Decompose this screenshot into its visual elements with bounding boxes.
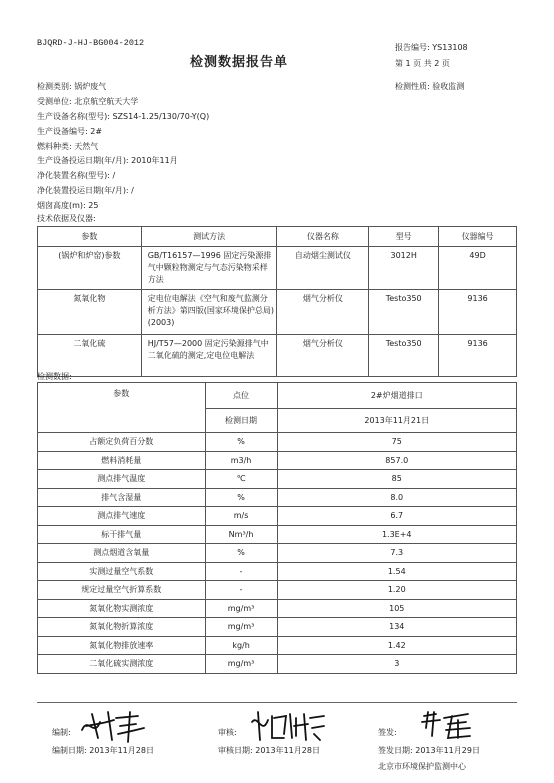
instrument-id-cell: 49D <box>439 247 517 290</box>
report-number: 报告编号: YS13108 <box>395 43 468 52</box>
compiler-label: 编制: <box>52 728 71 737</box>
footer-divider <box>37 702 517 703</box>
param-cell: 标干排气量 <box>38 525 206 544</box>
param-cell: 排气含湿量 <box>38 488 206 507</box>
method-cell: GB/T16157—1996 固定污染源排气中颗粒物测定与气态污染物采样方法 <box>141 247 277 290</box>
method-cell: HJ/T57—2000 固定污染源排气中二氧化硫的测定,定电位电解法 <box>141 335 277 377</box>
param-cell: 氮氧化物 <box>38 290 142 335</box>
param-cell: 测点排气温度 <box>38 470 206 489</box>
data-label: 检测数据: <box>37 372 72 381</box>
point-row <box>38 383 517 409</box>
value-cell: 134 <box>277 618 517 637</box>
value-cell: 3 <box>277 655 517 674</box>
model-cell: Testo350 <box>369 290 439 335</box>
header-model: 型号 <box>369 227 439 247</box>
value-cell: 1.54 <box>277 562 517 581</box>
table-row <box>38 335 517 377</box>
purifier-model: 净化装置名称(型号): / <box>37 171 116 180</box>
param-cell: 测点排气速度 <box>38 507 206 526</box>
header-method: 测试方法 <box>141 227 277 247</box>
value-cell: 1.42 <box>277 636 517 655</box>
issuer-label: 签发: <box>378 728 397 737</box>
unit-cell: % <box>205 544 277 563</box>
table-row <box>38 544 517 563</box>
point-label: 点位 <box>205 383 277 409</box>
document-code: BJQRD-J-HJ-BG004-2012 <box>37 38 145 48</box>
instrument-cell: 自动烟尘测试仪 <box>277 247 369 290</box>
param-header: 参数 <box>38 383 206 433</box>
purifier-date: 净化装置投运日期(年/月): / <box>37 186 134 195</box>
unit-cell: Nm³/h <box>205 525 277 544</box>
page-info: 第 1 页 共 2 页 <box>395 59 450 68</box>
unit-cell: - <box>205 562 277 581</box>
table-row <box>38 562 517 581</box>
data-table <box>37 382 517 674</box>
unit-cell: % <box>205 488 277 507</box>
value-cell: 8.0 <box>277 488 517 507</box>
table-row <box>38 618 517 637</box>
table-row <box>38 247 517 290</box>
method-cell: 定电位电解法《空气和废气监测分析方法》第四版(国家环境保护总局)(2003) <box>141 290 277 335</box>
table-row <box>38 525 517 544</box>
model-cell: Testo350 <box>369 335 439 377</box>
param-cell: 燃料消耗量 <box>38 451 206 470</box>
unit-cell: mg/m³ <box>205 618 277 637</box>
table-row <box>38 507 517 526</box>
param-cell: 氮氧化物折算浓度 <box>38 618 206 637</box>
compiler-signature-image <box>78 708 148 744</box>
issue-date: 签发日期: 2013年11月29日 <box>378 746 480 755</box>
param-cell: (锅炉和炉窑)参数 <box>38 247 142 290</box>
value-cell: 857.0 <box>277 451 517 470</box>
client-unit: 受测单位: 北京航空航天大学 <box>37 97 139 106</box>
table-row <box>38 488 517 507</box>
table-row <box>38 655 517 674</box>
header-instrument: 仪器名称 <box>277 227 369 247</box>
reviewer-label: 审核: <box>218 728 237 737</box>
point-value: 2#炉烟道排口 <box>277 383 517 409</box>
issuer-signature-image <box>418 708 478 744</box>
issuing-organization: 北京市环境保护监测中心 <box>378 762 466 771</box>
value-cell: 6.7 <box>277 507 517 526</box>
unit-cell: mg/m³ <box>205 599 277 618</box>
equipment-id: 生产设备编号: 2# <box>37 127 103 136</box>
model-cell: 3012H <box>369 247 439 290</box>
value-cell: 7.3 <box>277 544 517 563</box>
param-cell: 氮氧化物实测浓度 <box>38 599 206 618</box>
table-row <box>38 599 517 618</box>
review-date: 审核日期: 2013年11月28日 <box>218 746 320 755</box>
stack-height: 烟囱高度(m): 25 <box>37 201 99 210</box>
param-cell: 规定过量空气折算系数 <box>38 581 206 600</box>
table-row <box>38 581 517 600</box>
fuel-type: 燃料种类: 天然气 <box>37 142 99 151</box>
value-cell: 1.20 <box>277 581 517 600</box>
table-row <box>38 636 517 655</box>
instrument-cell: 烟气分析仪 <box>277 290 369 335</box>
commission-date: 生产设备投运日期(年/月): 2010年11月 <box>37 156 178 165</box>
date-value: 2013年11月21日 <box>277 409 517 433</box>
test-category: 检测类别: 锅炉废气 <box>37 82 107 91</box>
param-cell: 二氧化硫实测浓度 <box>38 655 206 674</box>
report-title: 检测数据报告单 <box>190 55 289 70</box>
table-row <box>38 470 517 489</box>
test-nature: 检测性质: 验收监测 <box>395 82 465 91</box>
param-cell: 实测过量空气系数 <box>38 562 206 581</box>
value-cell: 85 <box>277 470 517 489</box>
basis-label: 技术依据及仪器: <box>37 214 96 223</box>
unit-cell: ℃ <box>205 470 277 489</box>
unit-cell: mg/m³ <box>205 655 277 674</box>
value-cell: 105 <box>277 599 517 618</box>
param-cell: 占额定负荷百分数 <box>38 433 206 452</box>
value-cell: 75 <box>277 433 517 452</box>
value-cell: 1.3E+4 <box>277 525 517 544</box>
unit-cell: kg/h <box>205 636 277 655</box>
instrument-id-cell: 9136 <box>439 290 517 335</box>
date-label: 检测日期 <box>205 409 277 433</box>
methods-header-row <box>38 227 517 247</box>
param-cell: 氮氧化物排放速率 <box>38 636 206 655</box>
unit-cell: m/s <box>205 507 277 526</box>
unit-cell: - <box>205 581 277 600</box>
table-row <box>38 290 517 335</box>
unit-cell: m3/h <box>205 451 277 470</box>
table-row <box>38 433 517 452</box>
compile-date: 编制日期: 2013年11月28日 <box>52 746 154 755</box>
unit-cell: % <box>205 433 277 452</box>
equipment-model: 生产设备名称(型号): SZS14-1.25/130/70-Y(Q) <box>37 112 210 121</box>
instrument-cell: 烟气分析仪 <box>277 335 369 377</box>
header-instrument-id: 仪器编号 <box>439 227 517 247</box>
param-cell: 二氧化硫 <box>38 335 142 377</box>
param-cell: 测点烟道含氧量 <box>38 544 206 563</box>
reviewer-signature-image <box>248 708 328 744</box>
instrument-id-cell: 9136 <box>439 335 517 377</box>
header-param: 参数 <box>38 227 142 247</box>
table-row <box>38 451 517 470</box>
methods-table <box>37 226 517 377</box>
